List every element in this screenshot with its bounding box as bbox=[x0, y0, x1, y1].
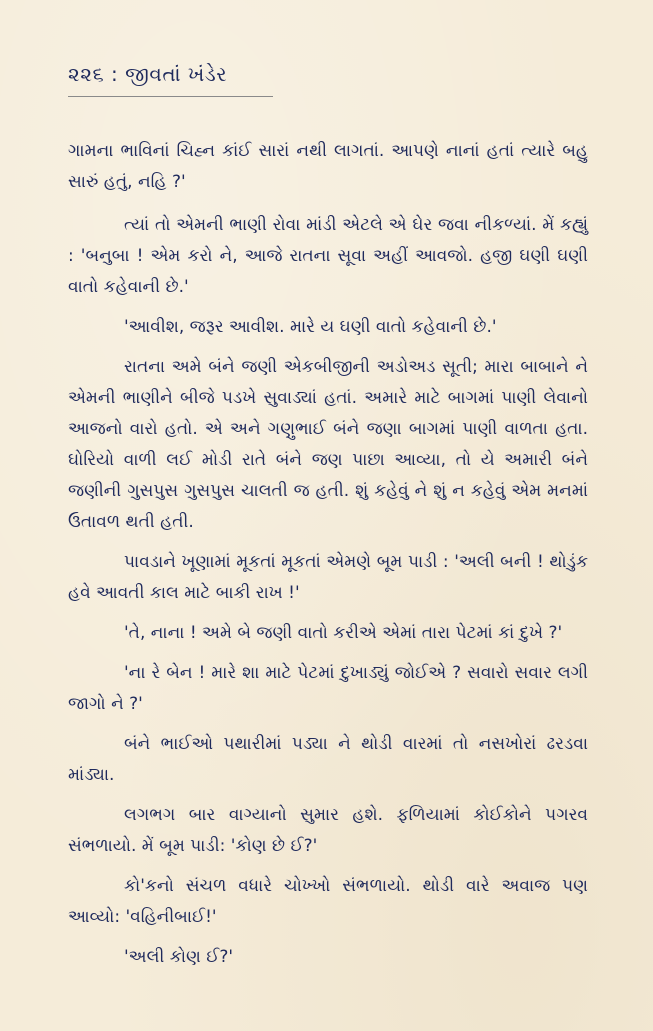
paragraph: લગભગ બાર વાગ્યાનો સુમાર હશે. ફળિયામાં કોઈકોને પગરવ સંભળાયો. મેં બૂમ પાડી: 'કોણ છે ઈ?' bbox=[68, 805, 588, 856]
running-header bbox=[68, 62, 268, 97]
paragraph: રાતના અમે બંને જણી એકબીજીની અડોઅડ સૂતી; મારા બાબાને ને એમની ભાણીને બીજે પડખે સુવાડ્યાં હતાં. અમારે માટે બાગમાં પાણી લેવાનો આજનો વારો હતો. એ અને ગણુભાઈ બંને જણા બાગમાં પાણી વાળતા હતા. ઘોરિયો વાળી લઈ મોડી રાતે બંને જણ પાછા આવ્યા, તો યે અમારી બંને જણીની ગુસપુસ ગુસપુસ ચાલતી જ હતી. શું કહેવું ને શું ન કહેવું એમ મનમાં ઉતાવળ થતી હતી. bbox=[68, 357, 588, 532]
paragraph: 'આવીશ, જરૂર આવીશ. મારે ય ઘણી વાતો કહેવાની છે.' bbox=[124, 317, 497, 337]
paragraph: 'અલી કોણ ઈ?' bbox=[124, 947, 234, 967]
paragraph: કો'કનો સંચળ વધારે ચોખ્ખો સંભળાયો. થોડી વારે અવાજ પણ આવ્યો: 'વહિનીબાઈ!' bbox=[68, 876, 588, 927]
paragraph: ત્યાં તો એમની ભાણી રોવા માંડી એટલે એ ઘેર જવા નીકળ્યાં. મેં કહ્યું : 'બનુબા ! એમ કરો ને, આજે રાતના સૂવા અહીં આવજો. હજી ઘણી ઘણી વાતો કહેવાની છે.' bbox=[68, 215, 588, 297]
paragraph: બંને ભાઈઓ પથારીમાં પડ્યા ને થોડી વારમાં તો નસખોરાં ઢરડવા માંડ્યા. bbox=[68, 734, 588, 785]
body-text bbox=[68, 136, 588, 982]
paragraph: 'તે, નાના ! અમે બે જણી વાતો કરીએ એમાં તારા પેટમાં કાં દુખે ?' bbox=[124, 623, 563, 643]
page-number-and-title: ૨૨૬ : જીવતાં ખંડેર bbox=[68, 62, 228, 86]
header-rule bbox=[68, 96, 273, 97]
paragraph: 'ના રે બેન ! મારે શા માટે પેટમાં દુખાડ્યું જોઈએ ? સવારો સવાર લગી જાગો ને ?' bbox=[68, 663, 588, 714]
paragraph: પાવડાને ખૂણામાં મૂકતાં મૂકતાં એમણે બૂમ પાડી : 'અલી બની ! થોડુંક હવે આવતી કાલ માટે બાકી રાખ !' bbox=[68, 552, 588, 603]
paragraph: ગામના ભાવિનાં ચિહ્ન કાંઈ સારાં નથી લાગતાં. આપણે નાનાં હતાં ત્યારે બહુ સારું હતું, નહિ ?' bbox=[68, 141, 588, 192]
